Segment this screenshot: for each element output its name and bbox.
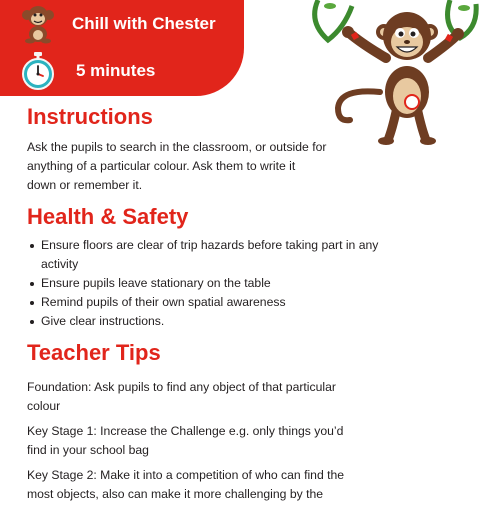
header-duration: 5 minutes xyxy=(76,61,156,80)
health-safety-section xyxy=(27,204,427,331)
tip-line: colour xyxy=(27,399,61,413)
instructions-line: Ask the pupils to search in the classroom, or outside for xyxy=(27,140,327,154)
tip-line: find in your school bag xyxy=(27,443,149,457)
tip-line: Foundation: Ask pupils to find any object of that particular xyxy=(27,380,336,394)
header-banner xyxy=(0,0,244,96)
monkey-icon xyxy=(20,4,56,44)
list-item: Give clear instructions. xyxy=(27,312,427,331)
tip-line: Key Stage 2: Make it into a competition of who can find the xyxy=(27,468,345,482)
list-item-continuation-text: activity xyxy=(41,257,79,271)
list-item-continuation xyxy=(27,255,427,274)
tip-key-stage-1 xyxy=(27,422,427,460)
teacher-tips-section xyxy=(27,340,427,510)
instructions-line: anything of a particular colour. Ask them to write it xyxy=(27,159,296,173)
header-title: Chill with Chester xyxy=(72,14,216,33)
health-safety-heading: Health & Safety xyxy=(27,204,189,229)
list-item: Ensure pupils leave stationary on the table xyxy=(27,274,427,293)
instructions-line: down or remember it. xyxy=(27,178,143,192)
tip-line: most objects, also can make it more challenging by the xyxy=(27,487,324,501)
stopwatch-icon xyxy=(20,51,56,91)
teacher-tips-heading: Teacher Tips xyxy=(27,340,161,365)
instructions-heading: Instructions xyxy=(27,104,153,129)
instructions-section xyxy=(27,104,427,195)
tip-foundation xyxy=(27,378,427,416)
list-item: Remind pupils of their own spatial awareness xyxy=(27,293,427,312)
health-safety-list xyxy=(27,236,427,331)
list-item: Ensure floors are clear of trip hazards before taking part in any xyxy=(27,236,427,255)
tip-line: Key Stage 1: Increase the Challenge e.g. only things you’d xyxy=(27,424,344,438)
tip-key-stage-2 xyxy=(27,466,427,504)
